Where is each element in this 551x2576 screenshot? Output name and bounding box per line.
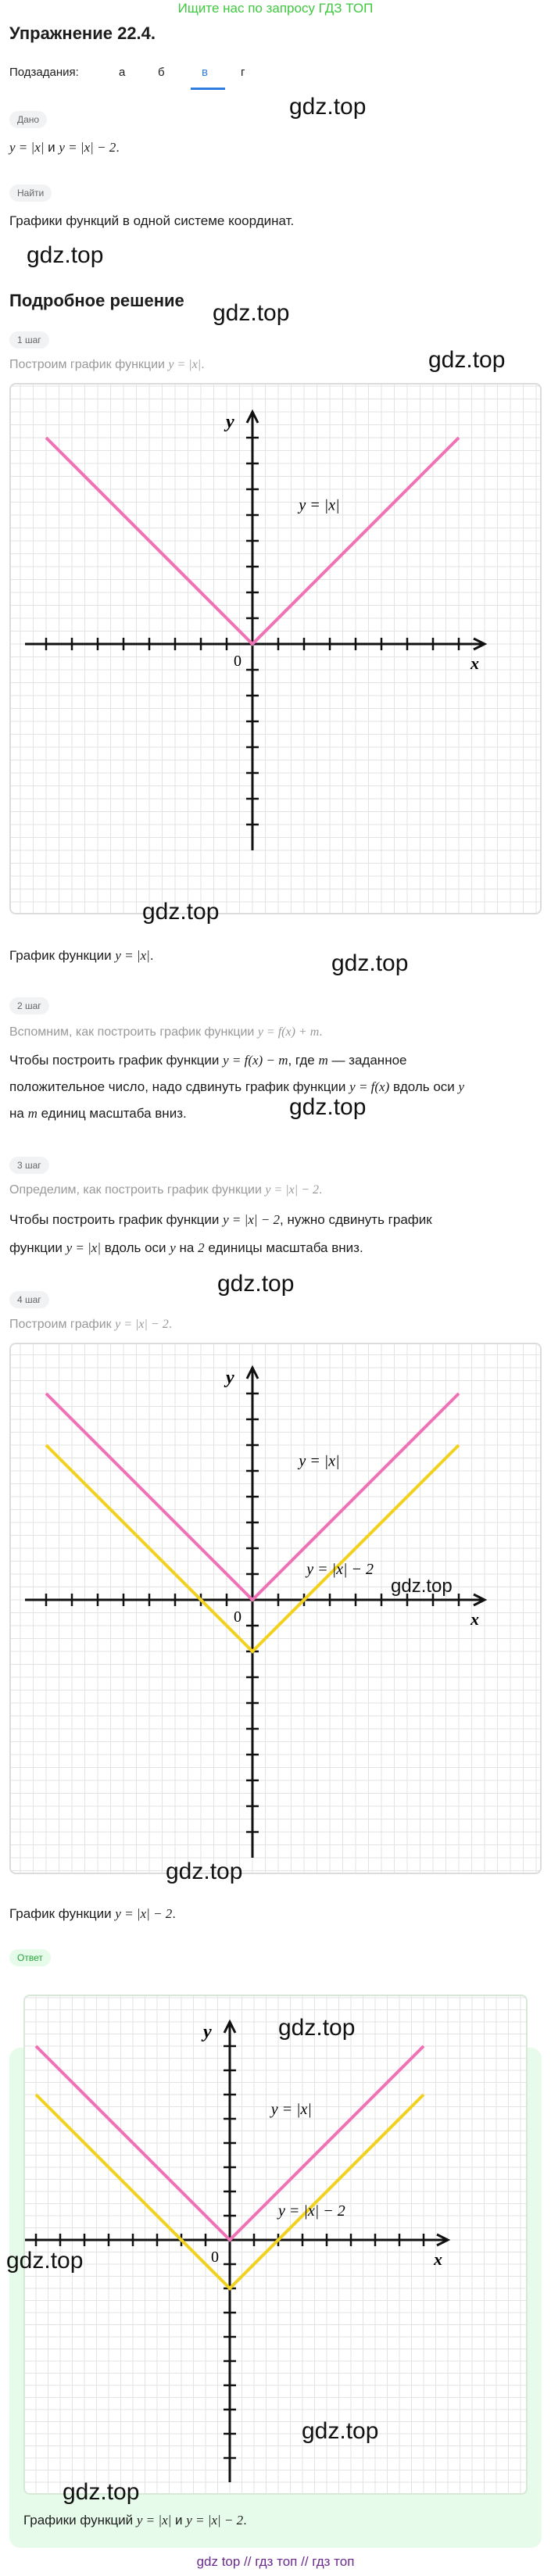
step1-after-post: . (149, 948, 154, 963)
footer-link-2[interactable]: гдз топ (255, 2554, 298, 2569)
step2-p2-a: положительное число, надо сдвинуть график функции (9, 1079, 350, 1094)
tab-b[interactable]: б (158, 66, 165, 79)
step3-p2-math1: y = |x| (66, 1240, 101, 1255)
step2-p1-a: Чтобы построить график функции (9, 1053, 224, 1068)
step3-line1 (9, 1208, 432, 1232)
graph-3 (25, 1996, 526, 2493)
step2-p1-math2: m (318, 1053, 328, 1068)
answer-math1: y = |x| (136, 2513, 172, 2528)
step4-caption (9, 1313, 172, 1336)
step3-p1-a: Чтобы построить график функции (9, 1212, 224, 1227)
step3-caption-math: y = |x| − 2 (265, 1183, 319, 1197)
step3-p2-a: функции (9, 1240, 66, 1255)
step3-caption-pre: Определим, как построить график функции (9, 1183, 266, 1197)
x-axis-label: x (434, 2249, 442, 2269)
grid (11, 385, 540, 913)
footer-sep-2: // (297, 2554, 313, 2569)
tab-g[interactable]: г (241, 66, 245, 79)
given-conj: и (44, 140, 59, 155)
graph-panel-2 (9, 1343, 542, 1874)
step2-p3-math: m (27, 1106, 38, 1121)
find-badge: Найти (9, 184, 52, 202)
step3-p2-d: единицы масштаба вниз. (204, 1240, 363, 1255)
step2-caption-pre: Вспомним, как построить график функции (9, 1025, 258, 1039)
footer-link-1[interactable]: gdz top (196, 2554, 241, 2569)
x-axis-label: x (470, 1609, 479, 1629)
step2-badge: 2 шаг (9, 997, 49, 1014)
step4-badge: 4 шаг (9, 1291, 49, 1308)
page-title: Упражнение 22.4. (9, 23, 156, 43)
step4-caption-post: . (168, 1318, 173, 1331)
step2-caption-post: . (319, 1025, 323, 1039)
watermark: gdz.top (278, 2015, 356, 2041)
watermark: gdz.top (217, 1271, 295, 1297)
step2-p2-math1: y = f(x) (349, 1079, 390, 1094)
step1-badge: 1 шаг (9, 331, 49, 349)
step1-caption-pre: Построим график функции (9, 358, 169, 371)
step3-p2-math3: 2 (198, 1240, 205, 1255)
step1-caption (9, 353, 205, 377)
tab-v[interactable]: в (202, 66, 208, 79)
step1-after-math: y = |x| (115, 948, 150, 963)
y-axis-label: y (203, 2022, 212, 2042)
step1-after-pre: График функции (9, 948, 116, 963)
given-eq2: y = |x| − 2 (59, 140, 116, 155)
y-axis-label: y (226, 412, 234, 432)
footer-links (0, 2554, 551, 2570)
top-banner[interactable]: Ищите нас по запросу ГДЗ ТОП (177, 1, 374, 16)
answer-badge: Ответ (9, 1949, 51, 1966)
step2-p1-c: — заданное (327, 1053, 407, 1068)
active-tab-underline (191, 88, 225, 90)
graph-2 (11, 1344, 540, 1873)
answer-text (23, 2509, 247, 2532)
watermark: gdz.top (302, 2418, 379, 2444)
watermark: gdz.top (63, 2479, 140, 2505)
step4-after-math: y = |x| − 2 (115, 1906, 173, 1921)
step3-p2-math2: y (170, 1240, 176, 1255)
step4-caption-pre: Построим график (9, 1318, 116, 1331)
step1-caption-math: y = |x| (168, 358, 202, 371)
series-label-1: y = |x| (299, 496, 340, 514)
given-eq1: y = |x| (9, 140, 45, 155)
watermark: gdz.top (289, 1094, 367, 1120)
given-end: . (116, 140, 120, 155)
step3-line2 (9, 1236, 363, 1260)
step2-p3-b: единиц масштаба вниз. (37, 1106, 187, 1121)
solution-heading: Подробное решение (9, 291, 184, 310)
step2-caption (9, 1021, 323, 1044)
step2-p1-b: , где (288, 1053, 319, 1068)
step4-after-pre: График функции (9, 1906, 116, 1921)
step2-p2-b: вдоль оси (389, 1079, 459, 1094)
step2-p3-a: на (9, 1106, 28, 1121)
step4-caption-math: y = |x| − 2 (115, 1318, 169, 1331)
answer-math2: y = |x| − 2 (186, 2513, 244, 2528)
series-label-2: y = |x| − 2 (306, 1561, 374, 1578)
watermark: gdz.top (289, 94, 367, 120)
step3-p1-math: y = |x| − 2 (223, 1212, 280, 1227)
watermark: gdz.top (331, 950, 409, 976)
graph-panel-3 (23, 1995, 528, 2495)
given-text (9, 136, 120, 159)
watermark: gdz.top (213, 300, 290, 326)
watermark: gdz.top (391, 1576, 453, 1597)
graph-1 (11, 385, 540, 913)
step2-line3 (9, 1102, 187, 1125)
footer-link-3[interactable]: гдз топ (312, 2554, 355, 2569)
given-badge: Дано (9, 111, 47, 128)
watermark: gdz.top (428, 347, 506, 373)
find-text: Графики функций в одной системе координат. (9, 213, 295, 228)
step1-caption-post: . (201, 358, 205, 371)
step3-caption (9, 1179, 322, 1202)
step3-p2-c: на (175, 1240, 199, 1255)
origin-label: 0 (234, 1608, 242, 1626)
tab-a[interactable]: а (119, 66, 126, 79)
origin-label: 0 (211, 2249, 219, 2266)
step3-badge: 3 шаг (9, 1157, 49, 1174)
watermark: gdz.top (142, 899, 220, 925)
step2-line1 (9, 1049, 407, 1072)
step4-after (9, 1902, 176, 1926)
origin-label: 0 (234, 653, 242, 670)
series-label-1: y = |x| (270, 2100, 312, 2118)
footer-sep-1: // (240, 2554, 256, 2569)
answer-text-post: . (243, 2513, 247, 2528)
step3-p1-b: , нужно сдвинуть график (280, 1212, 432, 1227)
step1-after (9, 944, 154, 968)
step3-caption-post: . (318, 1183, 323, 1197)
step2-caption-math: y = f(x) + m (257, 1025, 320, 1039)
step2-line2 (9, 1075, 464, 1099)
graph-panel-1 (9, 383, 542, 914)
step2-p2-math2: y (458, 1079, 465, 1094)
series-label-2: y = |x| − 2 (278, 2202, 345, 2220)
x-axis-label: x (470, 653, 479, 673)
subtasks-label: Подзадания: (9, 66, 79, 79)
watermark: gdz.top (27, 242, 104, 268)
answer-conj: и (171, 2513, 187, 2528)
step4-after-post: . (172, 1906, 177, 1921)
step3-p2-b: вдоль оси (101, 1240, 170, 1255)
step2-p1-math1: y = f(x) − m (223, 1053, 288, 1068)
watermark: gdz.top (166, 1859, 243, 1884)
y-axis-label: y (226, 1368, 234, 1388)
watermark: gdz.top (6, 2248, 84, 2274)
subtask-tabs (9, 66, 244, 91)
series-label-1: y = |x| (299, 1452, 340, 1470)
grid (11, 1344, 540, 1873)
answer-text-pre: Графики функций (23, 2513, 137, 2528)
